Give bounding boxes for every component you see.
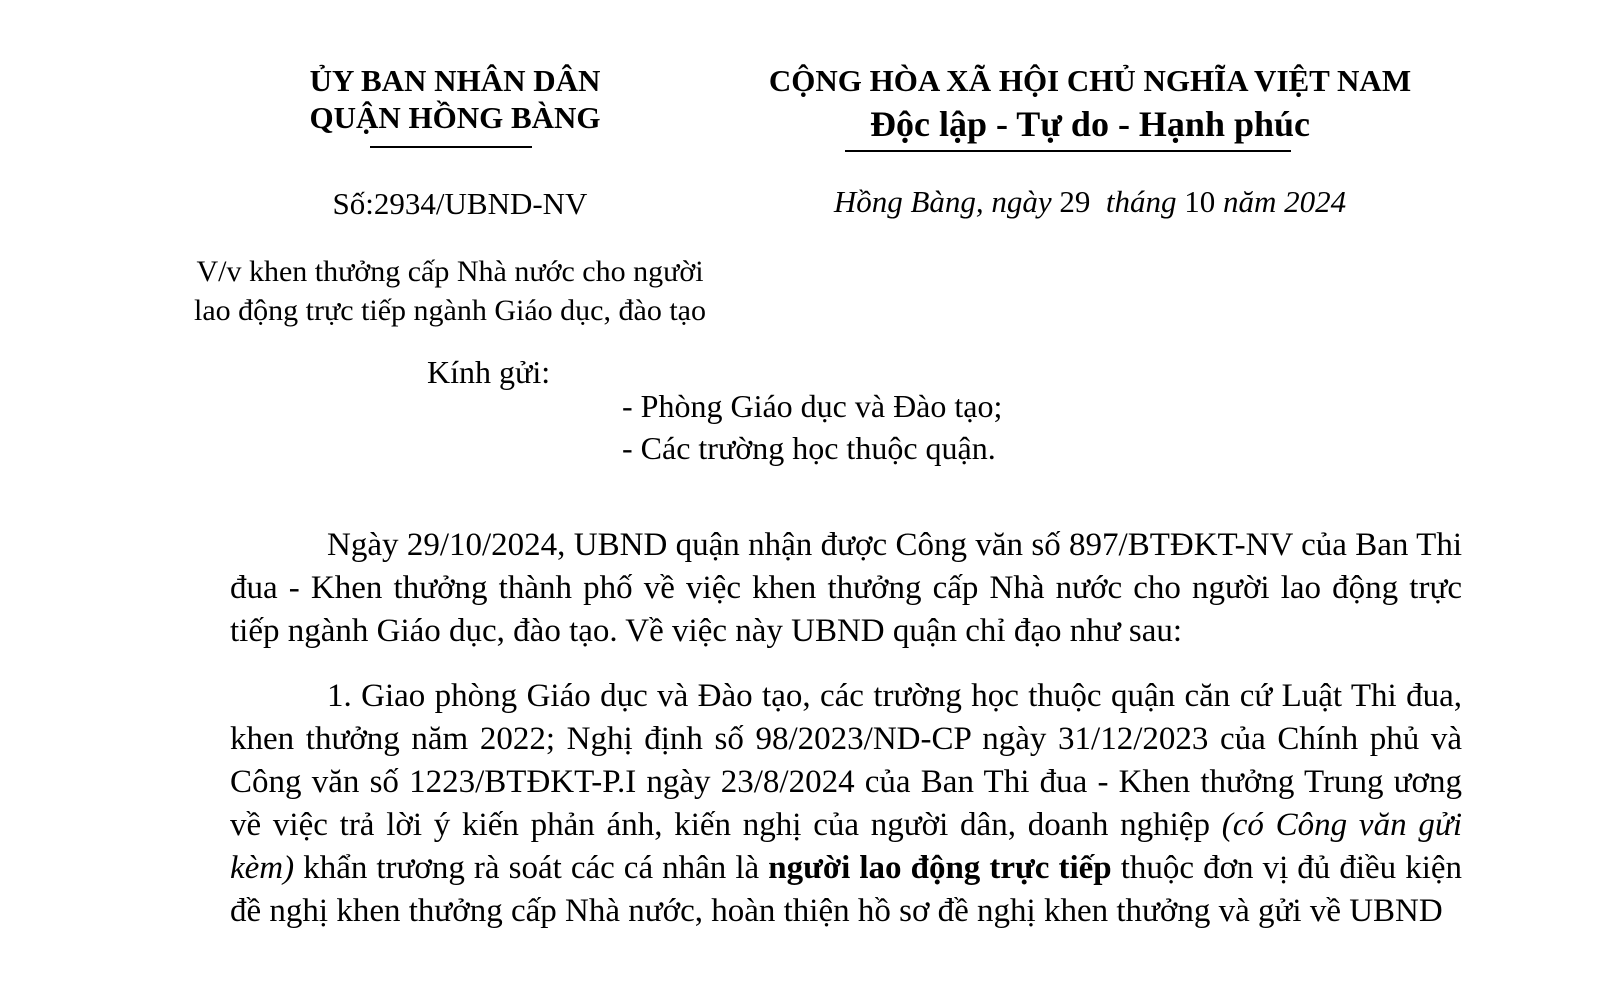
subject-line-2: lao động trực tiếp ngành Giáo dục, đào tạo [194, 294, 706, 327]
para2-text-b: khẩn trương rà soát các cá nhân là [303, 850, 760, 886]
emphasis-direct-workers: người lao động trực tiếp [768, 850, 1112, 886]
recipient-item: - Các trường học thuộc quận. [622, 430, 996, 466]
para2-text-a: 1. Giao phòng Giáo dục và Đào tạo, các trường học thuộc quận căn cứ Luật Thi đua, khen thưởng năm 2022; Nghị định số 98/2023/ND-CP ngày 31/12/2023 của Chính phủ và Công văn số 1223/BTĐKT-P.I ngày 23/8/2024 của Ban Thi đua - Khen thưởng Trung ương về việc trả lời ý kiến phản ánh, kiến nghị của người dân, doanh nghiệp [230, 678, 1462, 843]
body-paragraph-2 [230, 675, 1462, 933]
issue-date [740, 184, 1440, 220]
subject-line-1: V/v khen thưởng cấp Nhà nước cho người [196, 255, 704, 288]
document-number [290, 186, 630, 222]
authority-line-2: QUẬN HỒNG BÀNG [309, 100, 601, 135]
national-motto: Độc lập - Tự do - Hạnh phúc [869, 104, 1311, 144]
date-month: 10 [1184, 184, 1216, 219]
country-name: CỘNG HÒA XÃ HỘI CHỦ NGHĨA VIỆT NAM [768, 63, 1412, 98]
authority-underline [370, 146, 532, 148]
national-header [740, 62, 1440, 146]
date-place: Hồng Bàng, ngày [833, 184, 1052, 219]
motto-underline [845, 150, 1291, 152]
subject-summary [130, 252, 770, 330]
recipient-item: - Phòng Giáo dục và Đào tạo; [622, 388, 1003, 424]
issuing-authority [290, 62, 620, 136]
para2-text-c: thuộc đơn vị đủ điều kiện đề nghị khen thưởng cấp Nhà nước, hoàn thiện hồ sơ đề nghị khen thưởng và gửi về UBND [230, 850, 1463, 929]
recipients-label: Kính gửi: [427, 354, 551, 390]
body-paragraph-1: Ngày 29/10/2024, UBND quận nhận được Công văn số 897/BTĐKT-NV của Ban Thi đua - Khen thưởng thành phố về việc khen thưởng cấp Nhà nước cho người lao động trực tiếp ngành Giáo dục, đào tạo. Về việc này UBND quận chỉ đạo như sau: [230, 527, 1462, 649]
attachment-note: (có Công văn gửi kèm) [230, 807, 1463, 886]
number-suffix: /UBND-NV [435, 186, 588, 221]
authority-line-1: ỦY BAN NHÂN DÂN [309, 63, 601, 98]
document-body [230, 524, 1462, 955]
date-month-label: tháng [1105, 184, 1177, 219]
number-value: 2934 [373, 186, 436, 221]
date-day: 29 [1059, 184, 1091, 219]
date-year: năm 2024 [1223, 184, 1347, 219]
number-label: Số: [332, 186, 374, 221]
